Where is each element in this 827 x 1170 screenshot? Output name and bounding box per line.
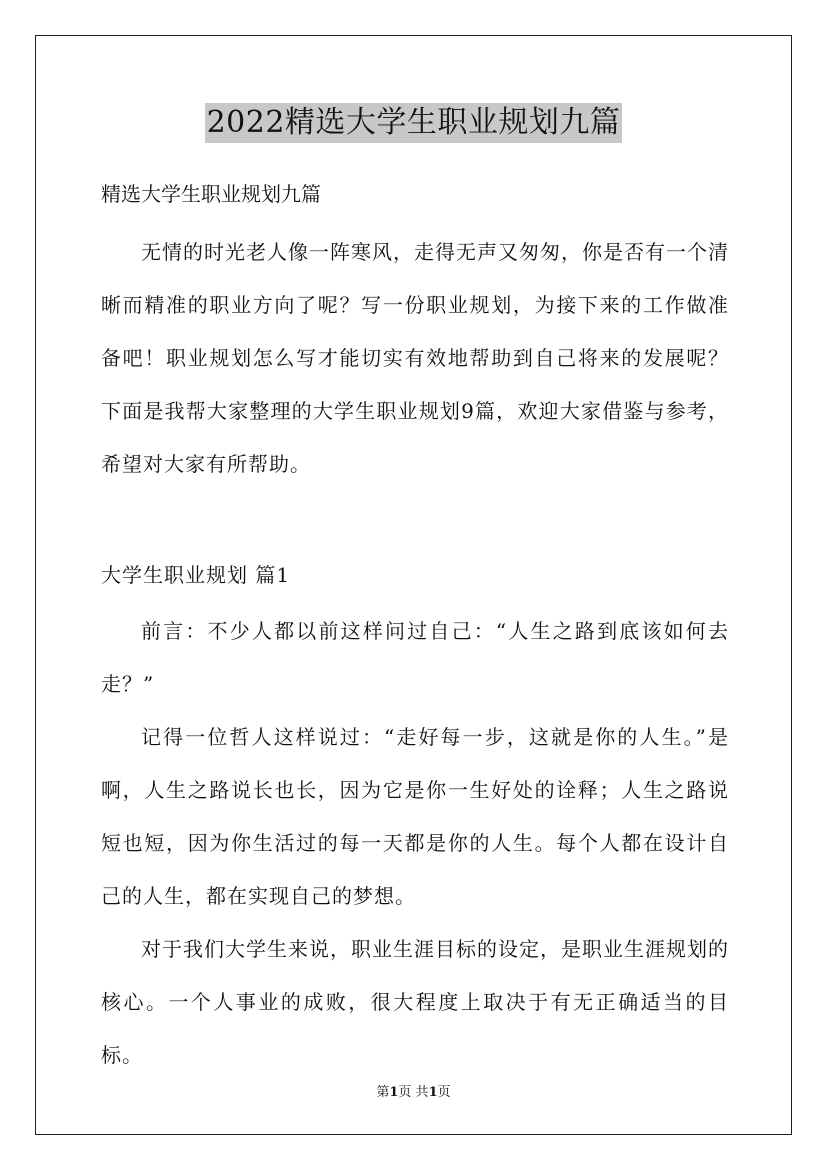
- page-footer: [0, 1083, 827, 1103]
- title-container: [0, 103, 827, 143]
- document-subtitle: 精选大学生职业规划九篇: [101, 182, 321, 206]
- section-paragraph-3: 对于我们大学生来说，职业生涯目标的设定，是职业生涯规划的核心。一个人事业的成败，很大程度上取决于有无正确适当的目标。: [101, 937, 729, 1067]
- document-title: 2022精选大学生职业规划九篇: [205, 103, 623, 143]
- footer-page-total: 1: [428, 1085, 438, 1100]
- document-body: [101, 172, 729, 1082]
- section-paragraph-1: 前言：不少人都以前这样问过自己：“人生之路到底该如何去走？”: [101, 619, 729, 696]
- intro-paragraph: 无情的时光老人像一阵寒风，走得无声又匆匆，你是否有一个清晰而精准的职业方向了呢？写一份职业规划，为接下来的工作做准备吧！职业规划怎么写才能切实有效地帮助到自己将来的发展呢？下面是我帮大家整理的大学生职业规划9篇，欢迎大家借鉴与参考，希望对大家有所帮助。: [101, 240, 729, 476]
- footer-page-suffix: 页: [437, 1085, 451, 1100]
- footer-page-current: 1: [389, 1085, 399, 1100]
- section-heading: 大学生职业规划 篇1: [101, 563, 291, 587]
- section-paragraph-2: 记得一位哲人这样说过：“走好每一步，这就是你的人生。”是啊，人生之路说长也长，因为它是你一生好处的诠释；人生之路说短也短，因为你生活过的每一天都是你的人生。每个人都在设计自己的人生，都在实现自己的梦想。: [101, 725, 729, 908]
- footer-page-prefix: 第: [376, 1085, 390, 1100]
- footer-page-mid: 页 共: [398, 1085, 429, 1100]
